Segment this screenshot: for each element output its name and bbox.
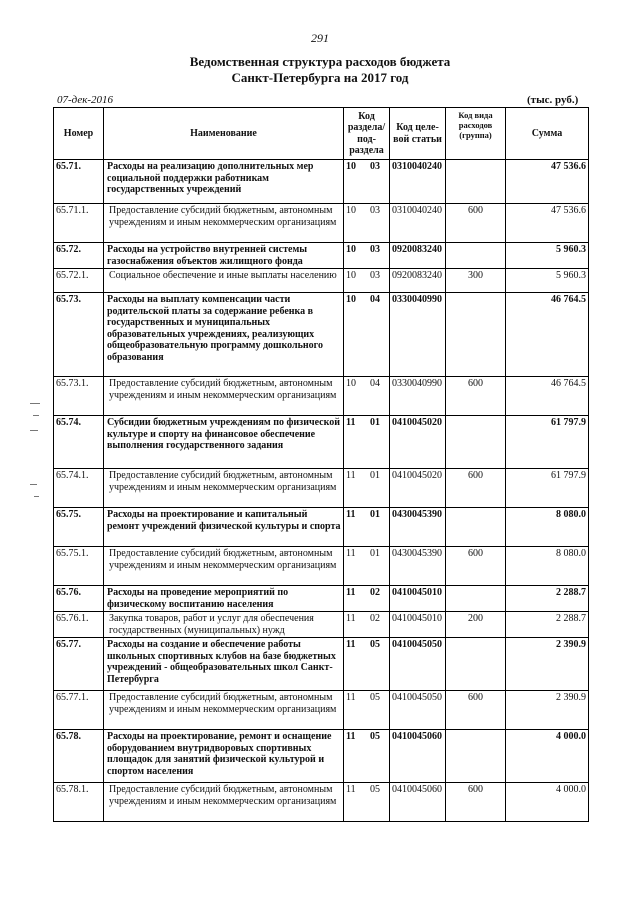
- cell-expense-type: [446, 416, 506, 469]
- cell-section: [344, 269, 390, 293]
- cell-section: [344, 691, 390, 730]
- subsection-code: 05: [370, 784, 380, 795]
- subsection-code: 01: [370, 417, 380, 428]
- cell-number: 65.74.1.: [54, 469, 104, 508]
- subsection-code: 05: [370, 639, 380, 650]
- cell-expense-type: [446, 586, 506, 612]
- cell-article: 0430045390: [390, 547, 446, 586]
- cell-name: Субсидии бюджетным учреждениям по физической культуре и спорту на финансовое обеспечение выполнения государственного задания: [104, 416, 344, 469]
- cell-article: 0430045390: [390, 508, 446, 547]
- cell-expense-type: [446, 243, 506, 269]
- report-date: 07-дек-2016: [57, 94, 114, 106]
- cell-expense-type: [446, 293, 506, 377]
- cell-expense-type: 600: [446, 547, 506, 586]
- cell-expense-type: [446, 730, 506, 783]
- title-line-2: Санкт-Петербурга на 2017 год: [231, 70, 409, 85]
- section-code: 11: [346, 509, 356, 520]
- cell-section: [344, 730, 390, 783]
- cell-expense-type: 300: [446, 269, 506, 293]
- cell-section: [344, 783, 390, 822]
- section-code: 10: [346, 244, 356, 255]
- cell-article: 0920083240: [390, 243, 446, 269]
- cell-expense-type: 200: [446, 612, 506, 638]
- cell-name: Расходы на проведение мероприятий по физическому воспитанию населения: [104, 586, 344, 612]
- cell-sum: 2 390.9: [506, 638, 589, 691]
- table-body: [54, 160, 589, 822]
- cell-name: Расходы на проектирование и капитальный ремонт учреждений физической культуры и спорта: [104, 508, 344, 547]
- subsection-code: 01: [370, 548, 380, 559]
- header-expense-type: Код вида расходов (группа): [446, 108, 506, 160]
- header-article: Код целе- вой статьи: [390, 108, 446, 160]
- cell-name: Закупка товаров, работ и услуг для обеспечения государственных (муниципальных) нужд: [104, 612, 344, 638]
- section-code: 10: [346, 161, 356, 172]
- cell-expense-type: 600: [446, 377, 506, 416]
- cell-number: 65.76.: [54, 586, 104, 612]
- section-code: 11: [346, 692, 356, 703]
- cell-sum: 5 960.3: [506, 243, 589, 269]
- table-row: [54, 416, 589, 469]
- table-row: [54, 377, 589, 416]
- table-row: [54, 783, 589, 822]
- table-row: [54, 547, 589, 586]
- cell-article: 0330040990: [390, 293, 446, 377]
- section-code: 11: [346, 417, 356, 428]
- header-sum: Сумма: [506, 108, 589, 160]
- subsection-code: 01: [370, 509, 380, 520]
- cell-name: Расходы на проектирование, ремонт и оснащение оборудованием внутридворовых спортивных площадок для занятий физической культурой и спортом населения: [104, 730, 344, 783]
- cell-sum: 47 536.6: [506, 204, 589, 243]
- cell-sum: 4 000.0: [506, 783, 589, 822]
- header-number: Номер: [54, 108, 104, 160]
- cell-name: Предоставление субсидий бюджетным, автономным учреждениям и иным некоммерческим организациям: [104, 691, 344, 730]
- cell-number: 65.73.1.: [54, 377, 104, 416]
- cell-expense-type: 600: [446, 691, 506, 730]
- cell-number: 65.73.: [54, 293, 104, 377]
- cell-name: Расходы на реализацию дополнительных мер социальной поддержки работникам государственных учреждений: [104, 160, 344, 204]
- cell-name: Предоставление субсидий бюджетным, автономным учреждениям и иным некоммерческим организациям: [104, 377, 344, 416]
- cell-name: Расходы на выплату компенсации части родительской платы за содержание ребенка в государственных и муниципальных образовательных учреждениях, реализующих общеобразовательную программу дошкольного образования: [104, 293, 344, 377]
- cell-name: Предоставление субсидий бюджетным, автономным учреждениям и иным некоммерческим организациям: [104, 783, 344, 822]
- subsection-code: 03: [370, 244, 380, 255]
- cell-number: 65.74.: [54, 416, 104, 469]
- cell-article: 0410045050: [390, 638, 446, 691]
- cell-sum: 61 797.9: [506, 416, 589, 469]
- cell-expense-type: 600: [446, 204, 506, 243]
- header-name: Наименование: [104, 108, 344, 160]
- cell-number: 65.77.1.: [54, 691, 104, 730]
- cell-section: [344, 204, 390, 243]
- table-row: [54, 730, 589, 783]
- table-header-row: [54, 108, 589, 160]
- cell-section: [344, 293, 390, 377]
- section-code: 11: [346, 587, 356, 598]
- subsection-code: 02: [370, 587, 380, 598]
- table-row: [54, 508, 589, 547]
- subsection-code: 05: [370, 692, 380, 703]
- cell-name: Предоставление субсидий бюджетным, автономным учреждениям и иным некоммерческим организациям: [104, 469, 344, 508]
- section-code: 11: [346, 613, 356, 624]
- page-number: 291: [311, 31, 329, 45]
- section-code: 10: [346, 294, 356, 305]
- section-code: 10: [346, 378, 356, 389]
- table-row: [54, 160, 589, 204]
- cell-article: 0410045010: [390, 586, 446, 612]
- cell-expense-type: 600: [446, 469, 506, 508]
- cell-number: 65.77.: [54, 638, 104, 691]
- table-row: [54, 638, 589, 691]
- subsection-code: 03: [370, 270, 380, 281]
- cell-section: [344, 416, 390, 469]
- cell-article: 0410045010: [390, 612, 446, 638]
- cell-section: [344, 160, 390, 204]
- section-code: 11: [346, 548, 356, 559]
- cell-sum: 47 536.6: [506, 160, 589, 204]
- cell-article: 0310040240: [390, 204, 446, 243]
- cell-number: 65.72.1.: [54, 269, 104, 293]
- cell-section: [344, 508, 390, 547]
- cell-section: [344, 638, 390, 691]
- table-row: [54, 612, 589, 638]
- subsection-code: 02: [370, 613, 380, 624]
- table-row: [54, 243, 589, 269]
- cell-article: 0920083240: [390, 269, 446, 293]
- cell-name: Предоставление субсидий бюджетным, автономным учреждениям и иным некоммерческим организациям: [104, 204, 344, 243]
- cell-name: Социальное обеспечение и иные выплаты населению: [104, 269, 344, 293]
- cell-expense-type: 600: [446, 783, 506, 822]
- cell-sum: 2 390.9: [506, 691, 589, 730]
- cell-article: 0330040990: [390, 377, 446, 416]
- budget-table: [53, 107, 589, 822]
- cell-name: Предоставление субсидий бюджетным, автономным учреждениям и иным некоммерческим организациям: [104, 547, 344, 586]
- cell-sum: 61 797.9: [506, 469, 589, 508]
- section-code: 11: [346, 639, 356, 650]
- subsection-code: 04: [370, 294, 380, 305]
- scan-noise-mark: [33, 415, 39, 416]
- cell-number: 65.76.1.: [54, 612, 104, 638]
- cell-article: 0410045060: [390, 783, 446, 822]
- cell-number: 65.71.: [54, 160, 104, 204]
- cell-sum: 8 080.0: [506, 508, 589, 547]
- cell-section: [344, 612, 390, 638]
- scan-noise-mark: [30, 430, 38, 431]
- cell-sum: 4 000.0: [506, 730, 589, 783]
- cell-article: 0410045060: [390, 730, 446, 783]
- subsection-code: 03: [370, 205, 380, 216]
- cell-article: 0410045020: [390, 416, 446, 469]
- cell-sum: 2 288.7: [506, 586, 589, 612]
- section-code: 11: [346, 731, 356, 742]
- cell-number: 65.71.1.: [54, 204, 104, 243]
- table-row: [54, 586, 589, 612]
- cell-section: [344, 377, 390, 416]
- header-section: Код раздела/ под- раздела: [344, 108, 390, 160]
- title-line-1: Ведомственная структура расходов бюджета: [189, 54, 451, 69]
- cell-section: [344, 243, 390, 269]
- subsection-code: 04: [370, 378, 380, 389]
- subsection-code: 01: [370, 470, 380, 481]
- cell-section: [344, 547, 390, 586]
- cell-number: 65.78.: [54, 730, 104, 783]
- units-label: (тыс. руб.): [527, 94, 579, 106]
- table-row: [54, 469, 589, 508]
- table-row: [54, 204, 589, 243]
- cell-sum: 46 764.5: [506, 377, 589, 416]
- cell-sum: 46 764.5: [506, 293, 589, 377]
- scan-noise-mark: [30, 403, 40, 404]
- cell-number: 65.75.: [54, 508, 104, 547]
- cell-article: 0310040240: [390, 160, 446, 204]
- cell-sum: 5 960.3: [506, 269, 589, 293]
- cell-number: 65.72.: [54, 243, 104, 269]
- cell-sum: 8 080.0: [506, 547, 589, 586]
- cell-section: [344, 469, 390, 508]
- cell-article: 0410045020: [390, 469, 446, 508]
- section-code: 11: [346, 470, 356, 481]
- cell-expense-type: [446, 160, 506, 204]
- subsection-code: 03: [370, 161, 380, 172]
- subsection-code: 05: [370, 731, 380, 742]
- section-code: 10: [346, 205, 356, 216]
- cell-article: 0410045050: [390, 691, 446, 730]
- cell-sum: 2 288.7: [506, 612, 589, 638]
- scan-noise-mark: [34, 496, 39, 497]
- table-row: [54, 691, 589, 730]
- section-code: 10: [346, 270, 356, 281]
- cell-name: Расходы на создание и обеспечение работы школьных спортивных клубов на базе бюджетных учреждений - общеобразовательных школ Санкт-Петербурга: [104, 638, 344, 691]
- section-code: 11: [346, 784, 356, 795]
- cell-section: [344, 586, 390, 612]
- table-row: [54, 293, 589, 377]
- table-row: [54, 269, 589, 293]
- cell-name: Расходы на устройство внутренней системы газоснабжения объектов жилищного фонда: [104, 243, 344, 269]
- document-title: [0, 54, 640, 86]
- cell-expense-type: [446, 508, 506, 547]
- cell-expense-type: [446, 638, 506, 691]
- cell-number: 65.75.1.: [54, 547, 104, 586]
- cell-number: 65.78.1.: [54, 783, 104, 822]
- scan-noise-mark: [30, 484, 37, 485]
